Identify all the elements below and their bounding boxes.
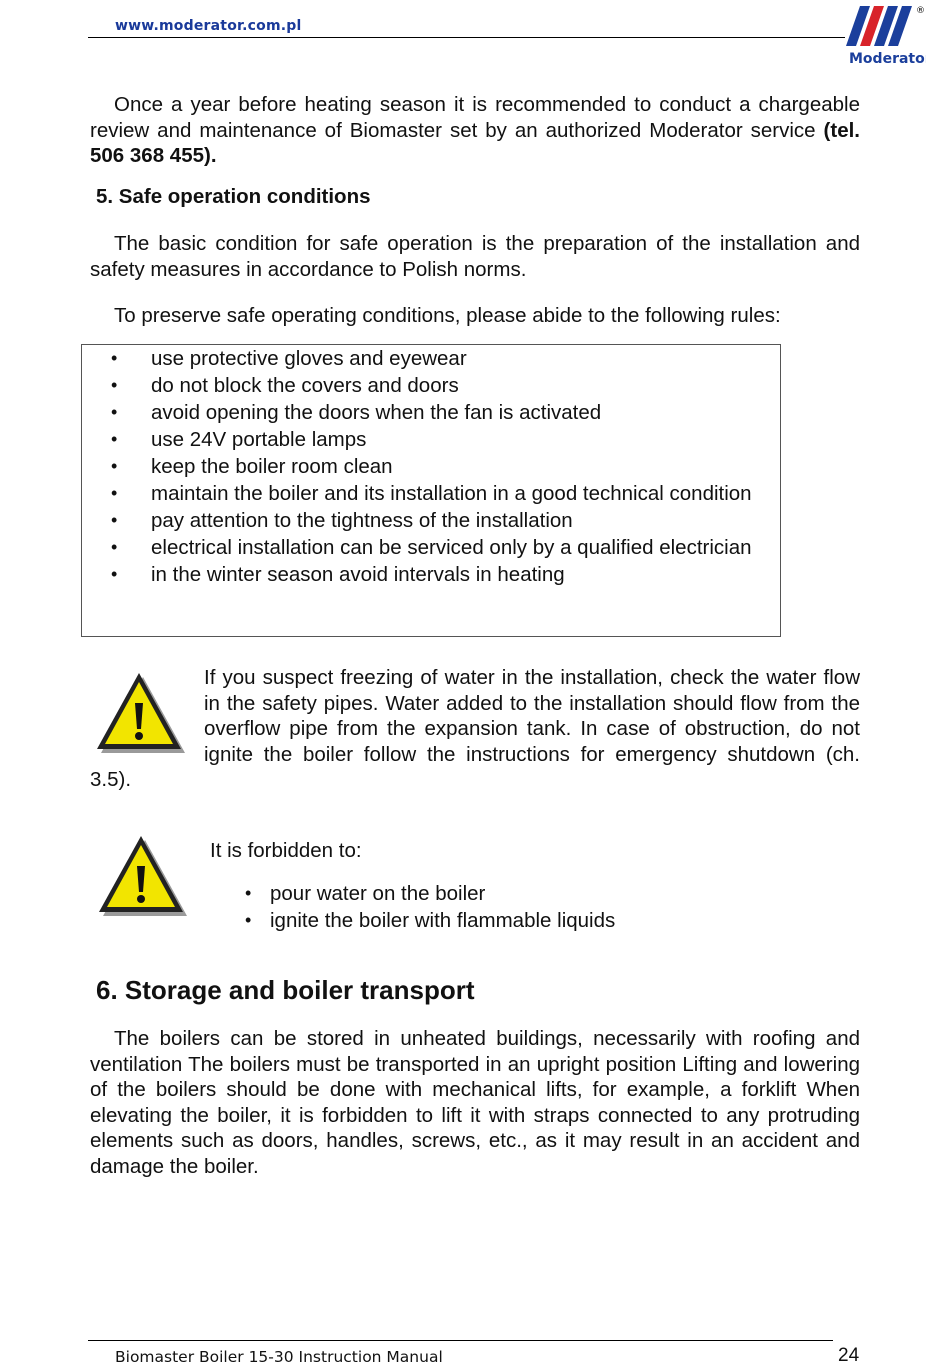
forbidden-list xyxy=(210,881,860,934)
header-url[interactable]: www.moderator.com.pl xyxy=(115,18,302,34)
section-5-para-2: To preserve safe operating conditions, please abide to the following rules: xyxy=(114,304,781,327)
section-6-paragraph: The boilers can be stored in unheated buildings, necessarily with roofing and ventilation The boilers must be transported in an upright position Lifting and lowering of the boilers should be done with mechanical lifts, for example, a forklift When elevating the boiler, it is forbidden to lift it with straps connected to any protruding elements such as doors, handles, screws, etc., as it may result in an accident and damage the boiler. xyxy=(90,1027,860,1178)
section-5-heading: 5. Safe operation conditions xyxy=(96,185,371,208)
service-phone: (tel. 506 368 455). xyxy=(90,118,860,168)
list-item: • pay attention to the tightness of the installation xyxy=(111,508,573,532)
rules-list xyxy=(81,346,773,589)
page-number: 24 xyxy=(838,1345,860,1366)
warning-triangle-icon xyxy=(97,834,189,918)
list-item: • use 24V portable lamps xyxy=(111,427,367,451)
forbidden-block xyxy=(210,838,860,935)
list-item: • maintain the boiler and its installation in a good technical condition xyxy=(111,481,752,505)
registered-mark: ® xyxy=(916,6,925,16)
list-item: • avoid opening the doors when the fan is activated xyxy=(111,400,602,424)
footer-rule xyxy=(88,1340,833,1341)
warning-float-spacer xyxy=(90,665,204,767)
list-item: • in the winter season avoid intervals in heating xyxy=(111,562,565,586)
freezing-warning: If you suspect freezing of water in the installation, check the water flow in the safety pipes. Water added to the installation should flow from the overflow pipe from the expansion tank. In case of obstruction, do not ignite the boiler follow the instructions for emergency shutdown (ch. 3.5). xyxy=(90,666,860,792)
logo-wordmark: Moderator xyxy=(849,51,926,66)
list-item: • do not block the covers and doors xyxy=(111,373,459,397)
header-rule xyxy=(88,37,845,38)
list-item: • use protective gloves and eyewear xyxy=(111,347,467,370)
intro-paragraph: Once a year before heating season it is recommended to conduct a chargeable review and maintenance of Biomaster set by an authorized Moderator service (tel. 506 368 455). xyxy=(90,93,860,168)
section-5-para-1: The basic condition for safe operation is the preparation of the installation and safety measures in accordance to Polish norms. xyxy=(90,232,860,281)
forbidden-title: It is forbidden to: xyxy=(210,839,362,862)
footer-title: Biomaster Boiler 15-30 Instruction Manual xyxy=(115,1348,443,1366)
list-item: • pour water on the boiler xyxy=(245,881,486,905)
section-6-heading: 6. Storage and boiler transport xyxy=(96,975,475,1005)
moderator-logo xyxy=(846,2,926,66)
list-item: • keep the boiler room clean xyxy=(111,454,393,478)
list-item: • ignite the boiler with flammable liquids xyxy=(245,908,616,932)
list-item: • electrical installation can be serviced only by a qualified electrician xyxy=(111,535,752,559)
